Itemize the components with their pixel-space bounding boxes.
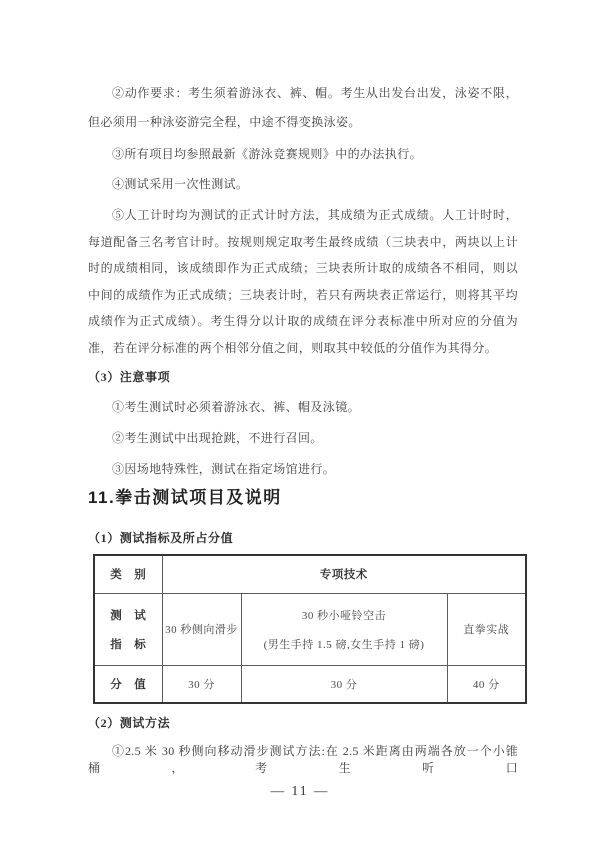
notes-heading: （3）注意事项 [88,370,171,384]
page-number: — 11 — [270,783,330,798]
indicator-slide-cell: 30 秒侧向滑步 [162,593,241,665]
paragraph-swim-rule-4: ④测试采用一次性测试。 [112,177,249,191]
indicator-label-cell [94,593,162,665]
paragraph-swim-rule-2: ②动作要求：考生须着游泳衣、裤、帽。考生从出发台出发，泳姿不限，但必须用一种泳姿游完全程，中途不得变换泳姿。 [88,86,518,129]
score-dumbbell-cell: 30 分 [241,665,447,703]
score-slide-cell: 30 分 [162,665,241,703]
indicator-dumbbell-cell [241,593,447,665]
subheading-test-method: （2）测试方法 [88,716,171,730]
paragraph-method-intro: ①2.5 米 30 秒侧向移动滑步测试方法:在 2.5 米距离由两端各放一个小锥桶，考生听口 [88,744,518,775]
subheading-indicators-scores: （1）测试指标及所占分值 [88,531,234,545]
note-item-1: ①考生测试时必须着游泳衣、裤、帽及泳镜。 [112,400,361,414]
boxing-indicators-table [93,554,527,704]
indicator-dumbbell-line2: (男生手持 1.5 磅,女生手持 1 磅) [263,638,425,651]
table-row-scores [94,665,526,703]
score-sparring-cell: 40 分 [447,665,526,703]
score-label-cell: 分 值 [94,665,162,703]
indicator-dumbbell-line1: 30 秒小哑铃空击 [301,609,387,622]
indicator-label-line2: 指 标 [110,638,147,651]
paragraph-swim-rule-3: ③所有项目均参照最新《游泳竞赛规则》中的办法执行。 [112,147,423,161]
table-row-indicators [94,593,526,665]
table [93,554,527,704]
indicator-sparring-cell: 直拳实战 [447,593,526,665]
table-row-category [94,555,526,593]
indicator-label-line1: 测 试 [110,609,147,622]
paragraph-swim-rule-5: ⑤人工计时均为测试的正式计时方法，其成绩为正式成绩。人工计时时，每道配备三名考官计时。按规则规定取考生最终成绩（三块表中，两块以上计时的成绩相同，该成绩即作为正式成绩；三块表所计取的成绩各不相同，则以中间的成绩作为正式成绩；三块表计时，若只有两块表正常运行，则将其平均成绩作为正式成绩）。考生得分以计取的成绩在评分表标准中所对应的分值为准，若在评分标准的两个相邻分值之间，则取其中较低的分值作为其得分。 [88,208,518,355]
category-value-cell: 专项技术 [162,555,526,593]
note-item-3: ③因场地特殊性，测试在指定场馆进行。 [112,462,336,476]
section-heading-boxing: 11.拳击测试项目及说明 [88,488,282,507]
note-item-2: ②考生测试中出现抢跳，不进行召回。 [112,431,323,445]
category-label-cell: 类 别 [94,555,162,593]
